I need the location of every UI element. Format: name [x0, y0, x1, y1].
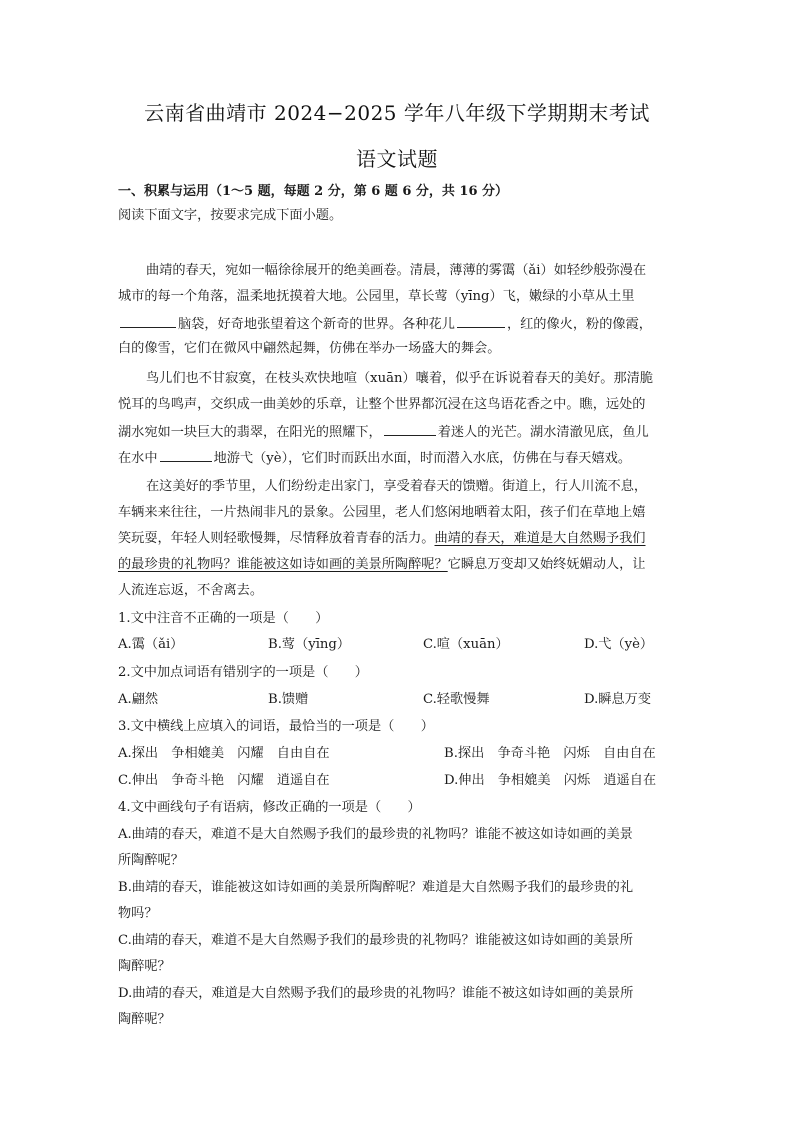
underlined-sentence: 曲靖的春天，难道是大自然赐予我们 [434, 531, 646, 546]
passage-line: 城市的每一个角落，温柔地抚摸着大地。公园里，草长莺（yīng）飞，嫩绿的小草从土里 [118, 289, 635, 304]
section-heading: 一、积累与运用（1～5 题，每题 2 分，第 6 题 6 分，共 16 分） [118, 184, 509, 199]
passage-line [118, 555, 646, 575]
fill-blank [457, 313, 505, 328]
question-stem: 2.文中加点词语有错别字的一项是（ ） [118, 665, 368, 680]
passage-line [118, 447, 631, 469]
answer-option-continued: 陶醉呢？ [118, 959, 171, 974]
answer-option: C.喧（xuān） [423, 637, 509, 652]
answer-option: B.莺（yīng） [268, 637, 351, 652]
answer-option: A.翩然 [118, 692, 159, 707]
answer-option: D.瞬息万变 [584, 692, 652, 707]
answer-option: C.伸出 争奇斗艳 闪耀 逍遥自在 [118, 773, 330, 788]
answer-option: A.霭（ǎi） [118, 637, 184, 652]
exam-title: 云南省曲靖市 2024−2025 学年八年级下学期期末考试 [144, 101, 650, 125]
answer-option: B.馈赠 [268, 692, 309, 707]
passage-line: 曲靖的春天，宛如一幅徐徐展开的绝美画卷。清晨，薄薄的雾霭（ǎi）如轻纱般弥漫在 [146, 263, 647, 278]
fill-blank [120, 313, 176, 328]
passage-line [118, 421, 649, 443]
passage-line: 鸟儿们也不甘寂寞，在枝头欢快地喧（xuān）嚷着，似乎在诉说着春天的美好。那清脆 [146, 371, 654, 386]
fill-blank [384, 421, 436, 436]
answer-option: C.轻歌慢舞 [423, 692, 490, 707]
passage-line [118, 529, 646, 549]
passage-line: 人流连忘返，不舍离去。 [118, 583, 264, 598]
answer-option: A.曲靖的春天，难道不是大自然赐予我们的最珍贵的礼物吗？谁能不被这如诗如画的美景 [118, 827, 633, 842]
passage-line: 白的像雪，它们在微风中翩然起舞，仿佛在举办一场盛大的舞会。 [118, 341, 501, 356]
passage-text: 它瞬息万变却又始终妩媚动人，让 [447, 557, 646, 572]
instruction-text: 阅读下面文字，按要求完成下面小题。 [118, 208, 343, 223]
answer-option: D.曲靖的春天，难道是大自然赐予我们的最珍贵的礼物吗？谁能不被这如诗如画的美景所 [118, 986, 634, 1001]
passage-text: 脑袋，好奇地张望着这个新奇的世界。各种花儿 [178, 317, 455, 332]
answer-option: A.探出 争相媲美 闪耀 自由自在 [118, 746, 330, 761]
answer-option: B.曲靖的春天，谁能被这如诗如画的美景所陶醉呢？难道是大自然赐予我们的最珍贵的礼 [118, 880, 634, 895]
passage-text: 地游弋（yè），它们时而跃出水面，时而潜入水底，仿佛在与春天嬉戏。 [213, 451, 632, 466]
passage-line: 车辆来来往往，一片热闹非凡的景象。公园里，老人们悠闲地晒着太阳，孩子们在草地上嬉 [118, 505, 646, 520]
fill-blank [160, 447, 212, 462]
passage-text: 笑玩耍，年轻人则轻歌慢舞，尽情释放着青春的活力。 [118, 531, 435, 546]
question-stem: 3.文中横线上应填入的词语，最恰当的一项是（ ） [118, 719, 434, 734]
answer-option-continued: 所陶醉呢？ [118, 853, 184, 868]
passage-text: 湖水宛如一块巨大的翡翠，在阳光的照耀下， [118, 425, 382, 440]
answer-option-continued: 物吗？ [118, 906, 158, 921]
answer-option: C.曲靖的春天，难道不是大自然赐予我们的最珍贵的礼物吗？谁能被这如诗如画的美景所 [118, 933, 633, 948]
passage-line: 在这美好的季节里，人们纷纷走出家门，享受着春天的馈赠。街道上，行人川流不息， [146, 479, 648, 494]
question-stem: 1.文中注音不正确的一项是（ ） [118, 611, 329, 626]
answer-option: D.弋（yè） [584, 637, 654, 652]
answer-option: B.探出 争奇斗艳 闪烁 自由自在 [444, 746, 656, 761]
passage-text: 着迷人的光芒。湖水清澈见底，鱼儿 [437, 425, 649, 440]
passage-text: 在水中 [118, 451, 158, 466]
answer-option: D.伸出 争相媲美 闪烁 逍遥自在 [444, 773, 657, 788]
passage-text: ，红的像火，粉的像霞， [506, 317, 652, 332]
exam-subtitle: 语文试题 [356, 147, 438, 171]
passage-line: 悦耳的鸟鸣声，交织成一曲美妙的乐章，让整个世界都沉浸在这鸟语花香之中。瞧，远处的 [118, 397, 646, 412]
answer-option-continued: 陶醉呢？ [118, 1012, 171, 1027]
question-stem: 4.文中画线句子有语病，修改正确的一项是（ ） [118, 800, 421, 815]
passage-line [118, 313, 652, 335]
underlined-sentence: 的最珍贵的礼物吗？谁能被这如诗如画的美景所陶醉呢？ [118, 557, 448, 572]
